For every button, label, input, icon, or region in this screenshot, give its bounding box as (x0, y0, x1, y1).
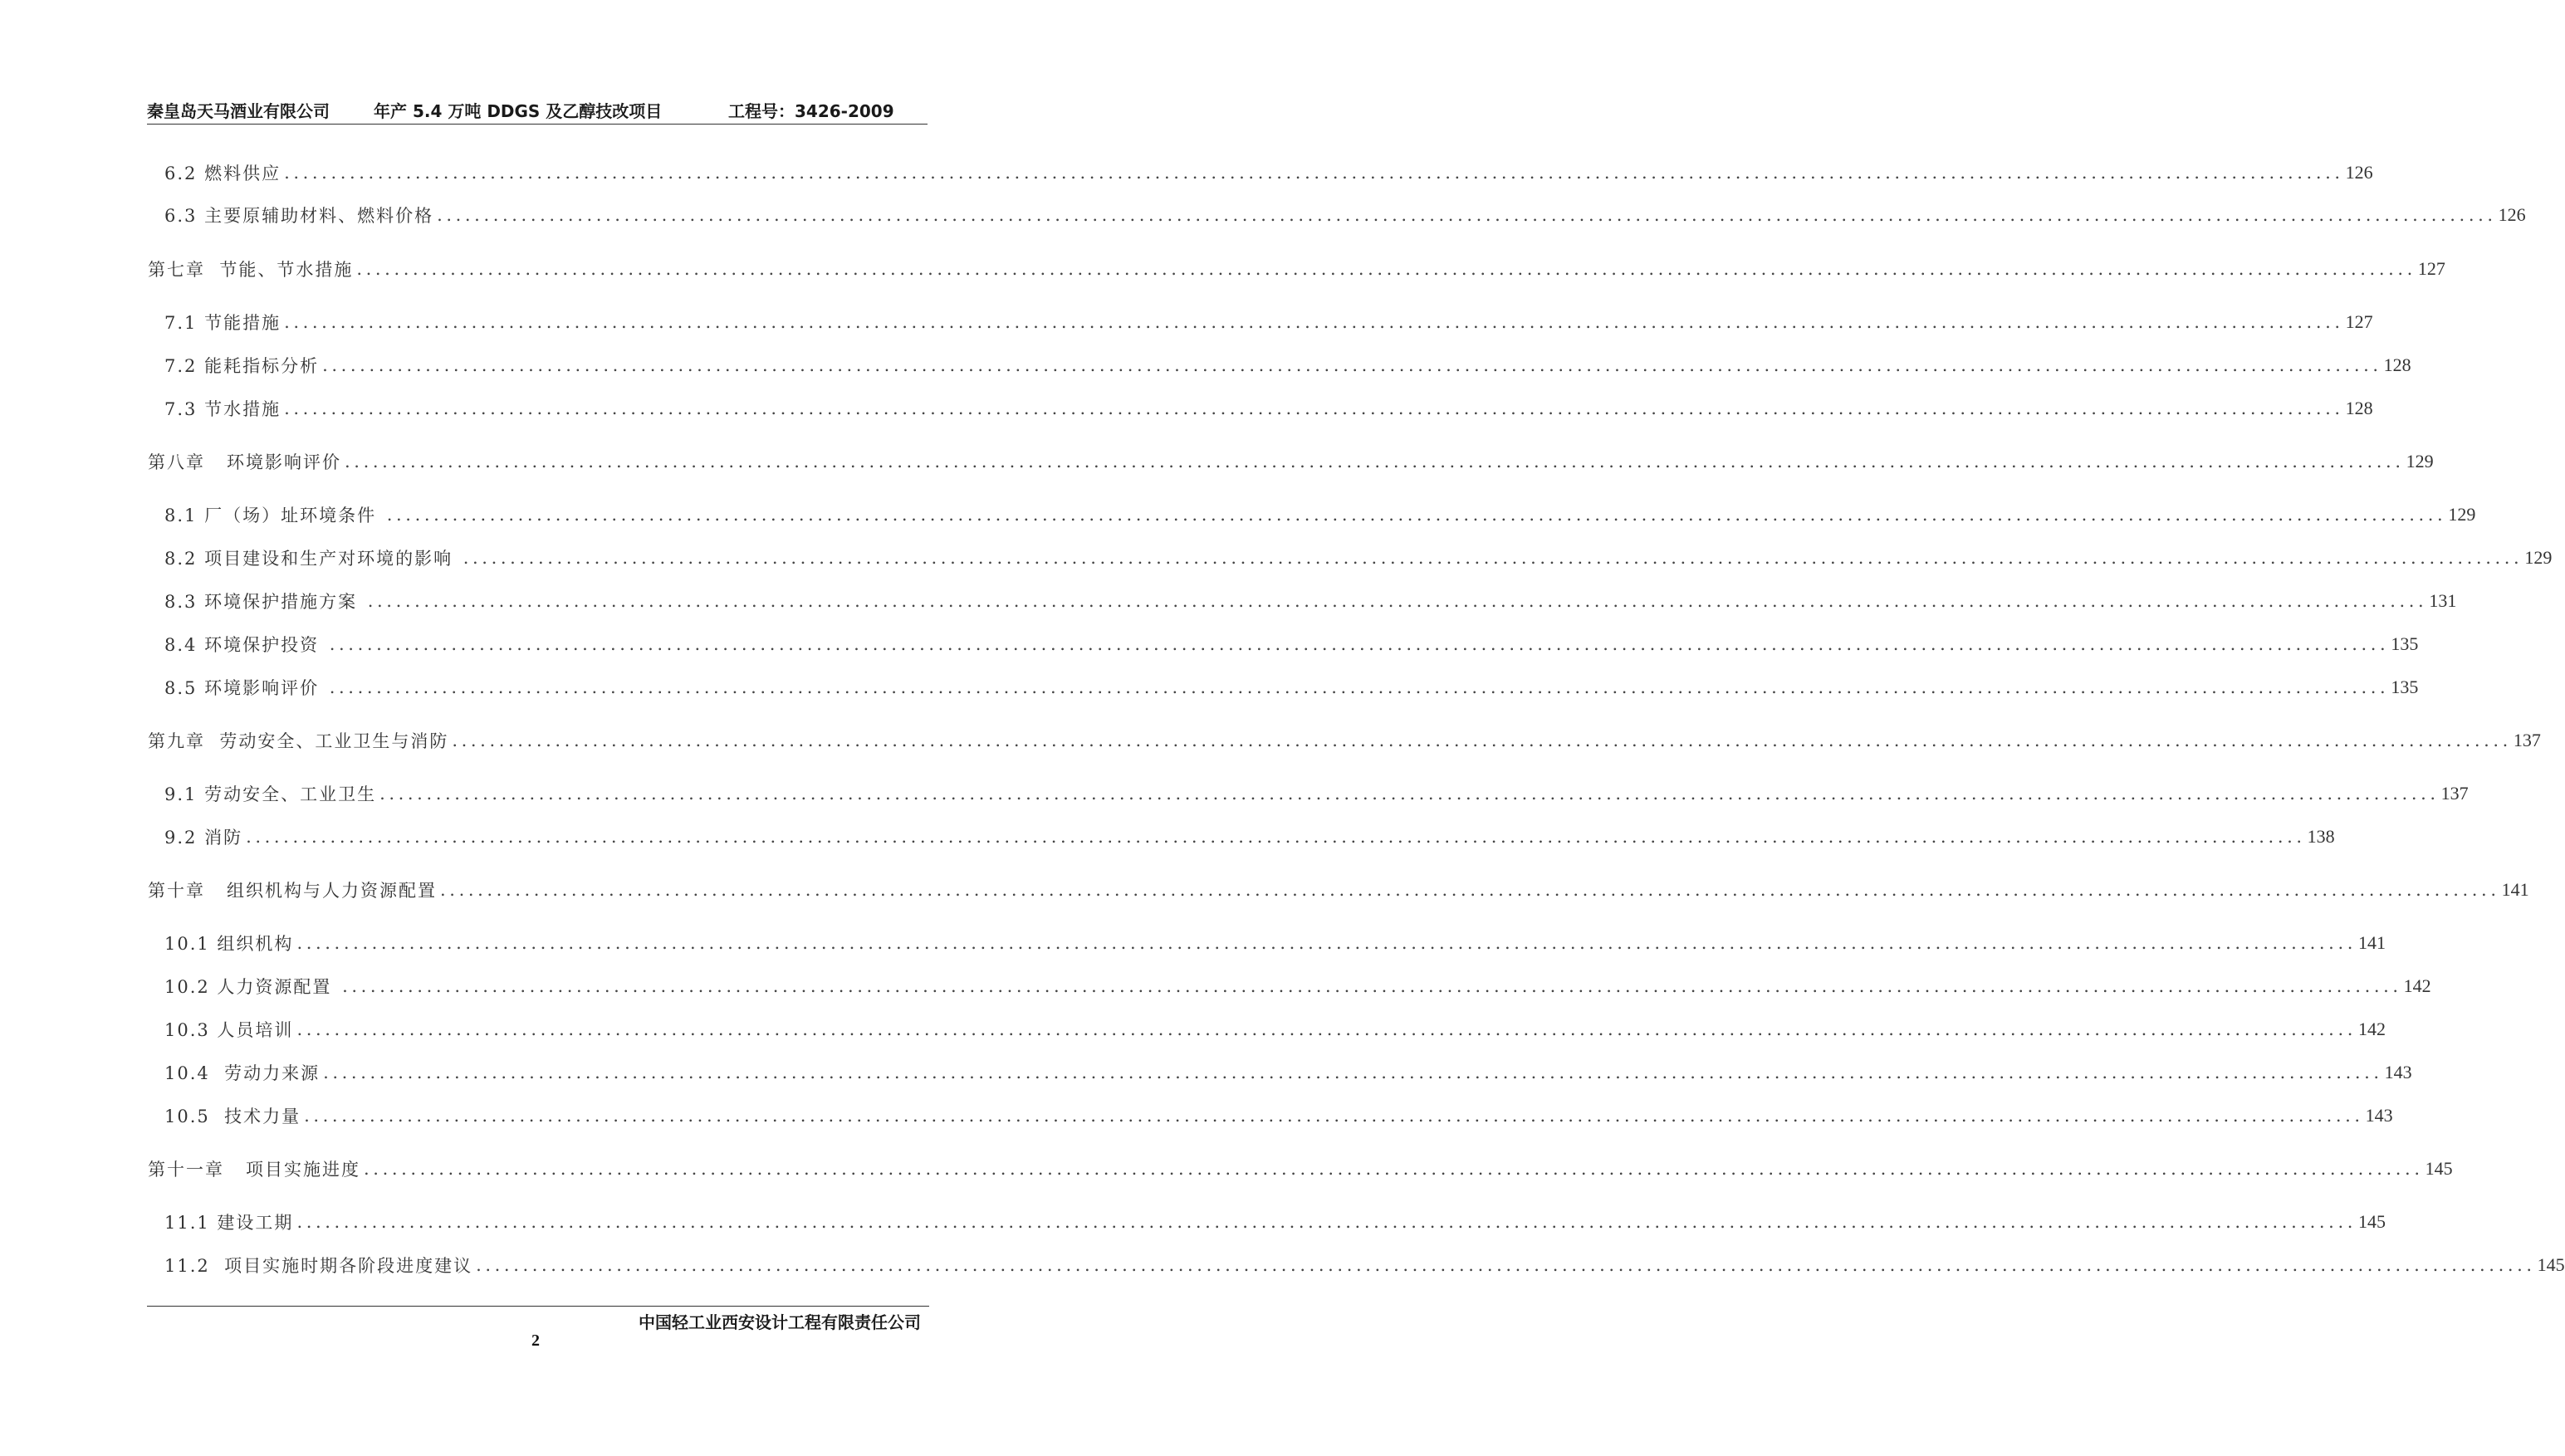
toc-leader-dots: ............................................................................................................................................................................................................................ (284, 312, 2344, 332)
toc-entry-page: 141 (2501, 879, 2529, 900)
toc-chapter-entry[interactable] (148, 877, 2529, 902)
toc-entry-page: 137 (2440, 783, 2469, 804)
toc-entry[interactable] (164, 1017, 2386, 1042)
toc-entry-label: 第十章 组织机构与人力资源配置 (148, 881, 438, 901)
footer-company: 中国轻工业西安设计工程有限责任公司 (639, 1312, 921, 1332)
toc-entry[interactable] (164, 1209, 2386, 1234)
toc-entry-label: 第十一章 项目实施进度 (148, 1160, 361, 1180)
toc-entry-page: 142 (2358, 1019, 2386, 1039)
toc-entry-page: 145 (2537, 1254, 2565, 1275)
toc-entry[interactable] (164, 1060, 2412, 1085)
header-project-number: 工程号：3426-2009 (728, 101, 894, 121)
toc-leader-dots: ............................................................................................................................................................................................................................ (364, 1159, 2424, 1179)
toc-entry-label: 第七章 节能、节水措施 (148, 260, 354, 280)
toc-entry[interactable] (164, 160, 2373, 185)
header-company: 秦皇岛天马酒业有限公司 (147, 101, 330, 121)
toc-entry-page: 127 (2345, 311, 2373, 332)
toc-leader-dots: ............................................................................................................................................................................................................................ (284, 398, 2344, 418)
toc-entry-label: 8.4 环境保护投资 (164, 635, 326, 655)
toc-entry-label: 10.1 组织机构 (164, 934, 294, 954)
toc-leader-dots: ............................................................................................................................................................................................................................ (463, 548, 2523, 568)
toc-entry-page: 131 (2429, 590, 2457, 611)
toc-entry-page: 128 (2345, 398, 2373, 418)
toc-entry-label: 6.3 主要原辅助材料、燃料价格 (164, 206, 434, 226)
toc-entry[interactable] (164, 632, 2419, 657)
toc-entry[interactable] (164, 545, 2553, 570)
toc-entry[interactable] (164, 396, 2373, 421)
toc-entry-page: 138 (2307, 826, 2335, 847)
page-number: 2 (531, 1331, 540, 1350)
toc-entry-label: 10.3 人员培训 (164, 1020, 294, 1040)
toc-entry-page: 135 (2391, 677, 2419, 697)
toc-entry-page: 129 (2524, 547, 2553, 568)
toc-leader-dots: ............................................................................................................................................................................................................................ (296, 1212, 2357, 1232)
toc-entry[interactable] (164, 675, 2419, 700)
toc-entry[interactable] (164, 589, 2457, 613)
toc-entry[interactable] (164, 1103, 2393, 1128)
toc-entry[interactable] (164, 824, 2335, 849)
toc-entry[interactable] (164, 353, 2411, 378)
toc-leader-dots: ............................................................................................................................................................................................................................ (296, 933, 2357, 953)
toc-leader-dots: ............................................................................................................................................................................................................................ (284, 163, 2344, 183)
toc-leader-dots: ............................................................................................................................................................................................................................ (356, 259, 2416, 279)
header-project-title: 年产 5.4 万吨 DDGS 及乙醇技改项目 (374, 101, 663, 121)
toc-entry[interactable] (164, 781, 2469, 806)
toc-leader-dots: ............................................................................................................................................................................................................................ (452, 730, 2512, 750)
toc-leader-dots: ............................................................................................................................................................................................................................ (437, 205, 2497, 225)
toc-leader-dots: ............................................................................................................................................................................................................................ (304, 1106, 2364, 1126)
toc-leader-dots: ............................................................................................................................................................................................................................ (367, 591, 2428, 611)
toc-entry-page: 142 (2403, 975, 2431, 996)
toc-chapter-entry[interactable] (148, 1156, 2453, 1181)
toc-leader-dots: ............................................................................................................................................................................................................................ (323, 1063, 2383, 1082)
toc-entry-label: 第八章 环境影响评价 (148, 452, 342, 472)
toc-entry-label: 11.2 项目实施时期各阶段进度建议 (164, 1256, 473, 1276)
toc-entry-label: 11.1 建设工期 (164, 1213, 294, 1233)
toc-leader-dots: ............................................................................................................................................................................................................................ (379, 784, 2440, 804)
toc-entry-page: 141 (2358, 932, 2386, 953)
toc-entry-label: 9.1 劳动安全、工业卫生 (164, 784, 377, 804)
toc-leader-dots: ............................................................................................................................................................................................................................ (322, 355, 2382, 375)
toc-leader-dots: ............................................................................................................................................................................................................................ (440, 880, 2500, 900)
toc-entry-label: 10.2 人力资源配置 (164, 977, 340, 997)
toc-entry-label: 6.2 燃料供应 (164, 164, 281, 183)
toc-entry-page: 145 (2358, 1211, 2386, 1232)
toc-chapter-entry[interactable] (148, 449, 2434, 474)
toc-entry-label: 8.1 厂（场）址环境条件 (164, 506, 384, 525)
toc-entry-page: 143 (2365, 1105, 2393, 1126)
toc-entry-label: 7.3 节水措施 (164, 399, 281, 419)
toc-entry-page: 127 (2417, 258, 2445, 279)
toc-entry[interactable] (164, 931, 2386, 955)
toc-entry[interactable] (164, 1253, 2565, 1278)
toc-chapter-entry[interactable] (148, 257, 2445, 281)
toc-entry-label: 7.2 能耗指标分析 (164, 356, 320, 376)
toc-entry-page: 126 (2498, 204, 2526, 225)
toc-entry-label: 10.4 劳动力来源 (164, 1063, 321, 1083)
toc-entry[interactable] (164, 203, 2526, 227)
toc-chapter-entry[interactable] (148, 728, 2541, 753)
toc-entry-page: 128 (2383, 354, 2411, 375)
toc-leader-dots: ............................................................................................................................................................................................................................ (296, 1019, 2357, 1039)
toc-entry-label: 10.5 技术力量 (164, 1107, 301, 1126)
toc-entry-page: 129 (2448, 504, 2476, 525)
toc-leader-dots: ............................................................................................................................................................................................................................ (345, 452, 2405, 471)
toc-entry[interactable] (164, 502, 2476, 527)
toc-entry-label: 8.3 环境保护措施方案 (164, 592, 365, 612)
toc-entry-label: 8.2 项目建设和生产对环境的影响 (164, 549, 460, 569)
toc-entry-page: 126 (2345, 162, 2373, 183)
toc-entry-page: 145 (2425, 1158, 2453, 1179)
toc-leader-dots: ............................................................................................................................................................................................................................ (386, 505, 2447, 525)
footer-divider (147, 1306, 929, 1307)
toc-entry-label: 7.1 节能措施 (164, 313, 281, 333)
toc-leader-dots: ............................................................................................................................................................................................................................ (329, 634, 2390, 654)
toc-entry[interactable] (164, 974, 2431, 999)
toc-leader-dots: ............................................................................................................................................................................................................................ (329, 677, 2390, 697)
toc-entry-page: 129 (2406, 451, 2434, 471)
toc-leader-dots: ............................................................................................................................................................................................................................ (246, 827, 2306, 847)
toc-entry-page: 143 (2384, 1062, 2412, 1082)
toc-entry-label: 8.5 环境影响评价 (164, 678, 326, 698)
toc-entry-page: 137 (2513, 730, 2541, 750)
toc-leader-dots: ............................................................................................................................................................................................................................ (476, 1255, 2536, 1275)
toc-entry-label: 第九章 劳动安全、工业卫生与消防 (148, 731, 449, 751)
toc-leader-dots: ............................................................................................................................................................................................................................ (342, 976, 2402, 996)
toc-entry-label: 9.2 消防 (164, 828, 243, 848)
toc-entry-page: 135 (2391, 633, 2419, 654)
toc-entry[interactable] (164, 310, 2373, 335)
